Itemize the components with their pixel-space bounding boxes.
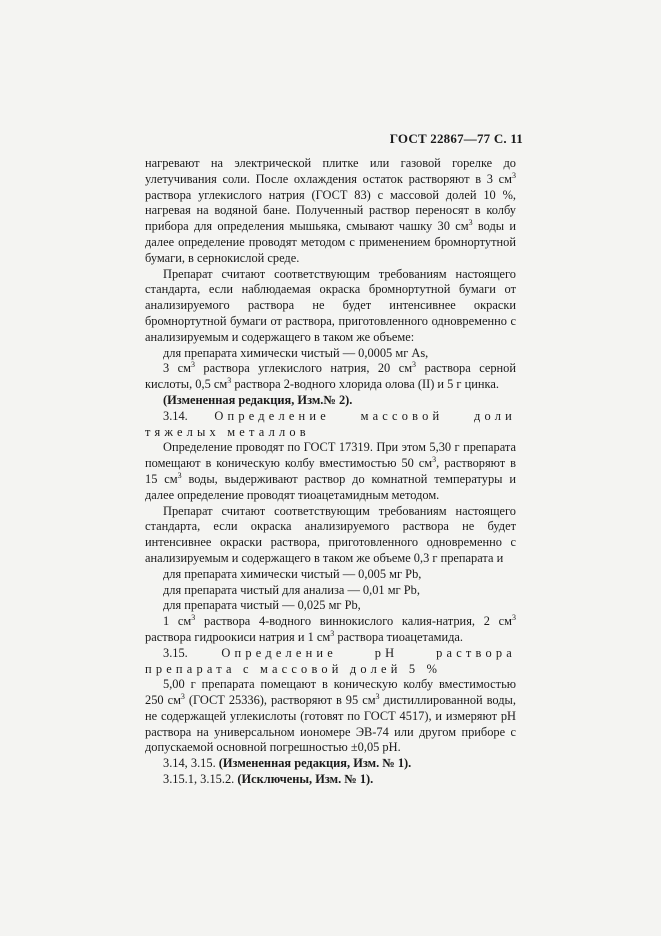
paragraph: для препарата химически чистый — 0,005 мг Pb,: [163, 566, 422, 581]
section-number: 3.15.: [163, 645, 188, 660]
paragraph: 3 $см^3$ раствора углекислого натрия, 20 $см^3$ раствора серной кислоты, 0,5 $см^3$ раствора 2-водного хлорида олова (II) и 5 г цинка.: [145, 360, 517, 392]
paragraph: нагревают на электрической плитке или газовой горелке до улетучивания соли. После охлаждения остаток растворяют в 3 $см^3$ раствора углекислого натрия (ГОСТ 83) с массовой долей 10 %, нагревая на водяной бане. Полученный раствор переносят в колбу прибора для определения мышьяка, смывают чашку 30 $см^3$ воды и далее определение проводят методом с применением бромнортутной бумаги, в сернокислой среде.: [145, 156, 517, 265]
document-body: [145, 156, 516, 788]
section-heading-3-15: [145, 646, 516, 678]
paragraph: для препарата чистый для анализа — 0,01 мг Pb,: [163, 582, 420, 597]
section-number: 3.14.: [163, 408, 188, 423]
paragraph: для препарата чистый — 0,025 мг Pb,: [163, 598, 361, 613]
paragraph: Определение проводят по ГОСТ 17319. При этом 5,30 г препарата помещают в коническую колбу вместимостью 50 $см^3$, растворяют в 15 $см^3$ воды, выдерживают раствор до комнатной температуры и далее определение проводят тиоацетамидным методом.: [145, 440, 516, 502]
section-number: 3.15.1, 3.15.2.: [163, 772, 235, 787]
section-title: Определение pH раствора препарата с массовой долей 5 %: [145, 645, 516, 676]
amendment-note: [145, 772, 516, 788]
amendment-note: (Измененная редакция, Изм.№ 2).: [163, 392, 353, 407]
paragraph: 1 $см^3$ раствора 4-водного виннокислого калия-натрия, 2 $см^3$ раствора гидроокиси натрия и 1 $см^3$ раствора тиоацетамида.: [145, 612, 516, 644]
paragraph: 5,00 г препарата помещают в коническую колбу вместимостью 250 $см^3$ (ГОСТ 25336), растворяют в 95 $см^3$ дистиллированной воды, не содержащей углекислоты (готовят по ГОСТ 4517), и измеряют pH раствора на универсальном иономере ЭВ-74 или другом приборе с допускаемой основной погрешностью ±0,05 pH.: [145, 677, 516, 755]
note-text: (Измененная редакция, Изм. № 1).: [218, 756, 412, 771]
note-text: (Исключены, Изм. № 1).: [237, 772, 374, 787]
paragraph: Препарат считают соответствующим требованиям настоящего стандарта, если наблюдаемая окраска бромнортутной бумаги от анализируемого раствора не будет интенсивнее окраски бромнортутной бумаги от раствора, приготовленного одновременно с анализируемым и содержащего в таком же объеме:: [145, 266, 516, 344]
section-number: 3.14, 3.15.: [163, 756, 216, 771]
paragraph: Препарат считают соответствующим требованиям настоящего стандарта, если окраска анализируемого раствора не будет интенсивнее окраски раствора, приготовленного одновременно с анализируемым и содержащего в таком же объеме 0,3 г препарата и: [145, 503, 516, 565]
page-header: ГОСТ 22867—77 С. 11: [389, 131, 523, 146]
paragraph: для препарата химически чистый — 0,0005 мг As,: [163, 345, 429, 360]
section-heading-3-14: [145, 409, 516, 441]
section-title: Определение массовой доли тяжелых металлов: [145, 408, 516, 439]
amendment-note: [145, 756, 516, 772]
